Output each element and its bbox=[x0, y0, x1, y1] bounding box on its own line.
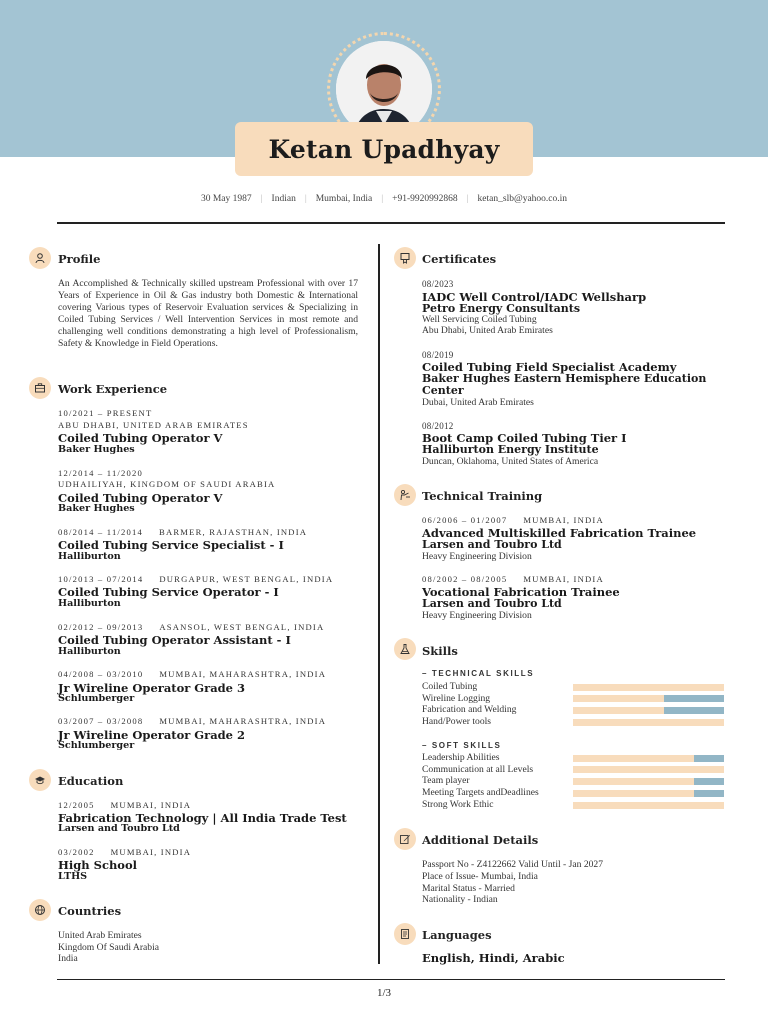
work-location: ABU DHABI, UNITED ARAB EMIRATES bbox=[58, 420, 249, 430]
work-meta-row bbox=[58, 527, 307, 537]
divider-bottom bbox=[57, 979, 725, 980]
edu-meta-row bbox=[58, 847, 191, 857]
additional-title: Additional Details bbox=[422, 833, 539, 847]
training-division: Heavy Engineering Division bbox=[422, 610, 532, 621]
work-dates: 03/2007 – 03/2008 bbox=[58, 716, 144, 726]
skill-bar bbox=[573, 684, 724, 691]
work-role: Coiled Tubing Service Specialist - I bbox=[58, 538, 284, 552]
work-role: Coiled Tubing Service Operator - I bbox=[58, 585, 279, 599]
skill-label: Team player bbox=[422, 775, 470, 786]
email[interactable]: ketan_slb@yahoo.co.in bbox=[477, 194, 568, 204]
training-meta-row bbox=[422, 515, 604, 525]
languages-title: Languages bbox=[422, 928, 492, 942]
birth-date: 30 May 1987 bbox=[200, 194, 252, 204]
work-company: Schlumberger bbox=[58, 740, 135, 751]
divider-top bbox=[57, 222, 725, 224]
training-title: Technical Training bbox=[422, 489, 543, 503]
work-location: UDHAILIYAH, KINGDOM OF SAUDI ARABIA bbox=[58, 479, 276, 489]
technical-skills-heading: – TECHNICAL SKILLS bbox=[422, 669, 535, 678]
work-meta-row bbox=[58, 622, 324, 632]
work-company: Halliburton bbox=[58, 551, 121, 562]
additional-line: Marital Status - Married bbox=[422, 883, 515, 894]
work-company: Schlumberger bbox=[58, 693, 135, 704]
phone[interactable]: +91-9920992868 bbox=[392, 194, 458, 204]
work-role: Jr Wireline Operator Grade 2 bbox=[58, 728, 246, 742]
cert-name: Coiled Tubing Field Specialist Academy bbox=[422, 360, 677, 374]
profile-title: Profile bbox=[58, 252, 101, 266]
country-item: Kingdom Of Saudi Arabia bbox=[58, 942, 159, 953]
cert-sub: Well Servicing Coiled Tubing bbox=[422, 314, 537, 325]
work-title: Work Experience bbox=[58, 382, 168, 396]
edu-degree: Fabrication Technology | All India Trade Test bbox=[58, 811, 347, 825]
cert-date: 08/2023 bbox=[422, 279, 454, 289]
skill-label: Meeting Targets andDeadlines bbox=[422, 787, 539, 798]
column-divider bbox=[378, 244, 380, 964]
cert-name: IADC Well Control/IADC Wellsharp bbox=[422, 290, 647, 304]
cert-date: 08/2019 bbox=[422, 350, 454, 360]
languages-text: English, Hindi, Arabic bbox=[422, 951, 565, 965]
training-name: Advanced Multiskilled Fabrication Trainee bbox=[422, 526, 697, 540]
skill-bar bbox=[573, 790, 724, 797]
country-item: India bbox=[58, 953, 78, 964]
training-org: Larsen and Toubro Ltd bbox=[422, 597, 562, 610]
skill-bar bbox=[573, 766, 724, 773]
countries-title: Countries bbox=[58, 904, 122, 918]
skill-bar-remainder bbox=[664, 695, 724, 702]
training-dates: 06/2006 – 01/2007 bbox=[422, 515, 508, 525]
training-location: MUMBAI, INDIA bbox=[523, 515, 604, 525]
work-dates: 04/2008 – 03/2010 bbox=[58, 669, 144, 679]
edu-school: LTHS bbox=[58, 871, 88, 882]
training-location: MUMBAI, INDIA bbox=[523, 574, 604, 584]
skill-bar-remainder bbox=[664, 707, 724, 714]
skill-label: Wireline Logging bbox=[422, 693, 491, 704]
graduation-cap-icon bbox=[29, 769, 51, 791]
skills-title: Skills bbox=[422, 644, 458, 658]
skill-label: Leadership Abilities bbox=[422, 752, 500, 763]
cert-org: Petro Energy Consultants bbox=[422, 302, 581, 315]
education-title: Education bbox=[58, 774, 124, 788]
training-meta-row bbox=[422, 574, 604, 584]
person-icon bbox=[29, 247, 51, 269]
country-item: United Arab Emirates bbox=[58, 930, 142, 941]
work-dates: 12/2014 – 11/2020 bbox=[58, 468, 144, 478]
training-dates: 08/2002 – 08/2005 bbox=[422, 574, 508, 584]
work-role: Coiled Tubing Operator Assistant - I bbox=[58, 633, 291, 647]
work-location: BARMER, RAJASTHAN, INDIA bbox=[159, 527, 308, 537]
skill-label: Hand/Power tools bbox=[422, 716, 492, 727]
work-dates: 10/2013 – 07/2014 bbox=[58, 574, 144, 584]
work-location: ASANSOL, WEST BENGAL, INDIA bbox=[159, 622, 325, 632]
skill-label: Fabrication and Welding bbox=[422, 704, 517, 715]
globe-icon bbox=[29, 899, 51, 921]
work-dates: 02/2012 – 09/2013 bbox=[58, 622, 144, 632]
skill-bar bbox=[573, 695, 724, 702]
name-box bbox=[235, 122, 533, 176]
skill-label: Coiled Tubing bbox=[422, 681, 478, 692]
contact-line: 30 May 1987 | Indian | Mumbai, India | +91-9920992868 | ketan_slb@yahoo.co.in bbox=[200, 194, 568, 204]
work-role: Jr Wireline Operator Grade 3 bbox=[58, 681, 246, 695]
training-name: Vocational Fabrication Trainee bbox=[422, 585, 620, 599]
cert-date: 08/2012 bbox=[422, 421, 454, 431]
work-location: MUMBAI, MAHARASHTRA, INDIA bbox=[159, 716, 327, 726]
certificates-title: Certificates bbox=[422, 252, 497, 266]
candidate-name: Ketan Upadhyay bbox=[268, 134, 500, 164]
cert-org: Halliburton Energy Institute bbox=[422, 443, 599, 456]
training-division: Heavy Engineering Division bbox=[422, 551, 532, 562]
additional-line: Passport No - Z4122662 Valid Until - Jan 2027 bbox=[422, 859, 604, 870]
work-dates: 08/2014 – 11/2014 bbox=[58, 527, 144, 537]
work-role: Coiled Tubing Operator V bbox=[58, 431, 223, 445]
work-location: MUMBAI, MAHARASHTRA, INDIA bbox=[159, 669, 327, 679]
cert-place: Duncan, Oklahoma, United States of America bbox=[422, 456, 599, 467]
edu-degree: High School bbox=[58, 858, 138, 872]
work-dates: 10/2021 – PRESENT bbox=[58, 408, 153, 418]
work-company: Baker Hughes bbox=[58, 444, 135, 455]
briefcase-icon bbox=[29, 377, 51, 399]
flask-icon bbox=[394, 638, 416, 660]
skill-bar bbox=[573, 755, 724, 762]
skill-bar-remainder bbox=[694, 778, 724, 785]
training-org: Larsen and Toubro Ltd bbox=[422, 538, 562, 551]
skill-bar bbox=[573, 778, 724, 785]
additional-line: Nationality - Indian bbox=[422, 894, 498, 905]
cert-place: Dubai, United Arab Emirates bbox=[422, 397, 534, 408]
edu-meta-row bbox=[58, 800, 191, 810]
nationality: Indian bbox=[271, 194, 296, 204]
location: Mumbai, India bbox=[315, 194, 373, 204]
work-company: Baker Hughes bbox=[58, 503, 135, 514]
skill-label: Communication at all Levels bbox=[422, 764, 534, 775]
additional-line: Place of Issue- Mumbai, India bbox=[422, 871, 538, 882]
work-meta-row bbox=[58, 716, 326, 726]
work-company: Halliburton bbox=[58, 646, 121, 657]
edu-dates: 12/2005 bbox=[58, 800, 95, 810]
work-role: Coiled Tubing Operator V bbox=[58, 491, 223, 505]
edu-school: Larsen and Toubro Ltd bbox=[58, 823, 180, 834]
cert-name: Boot Camp Coiled Tubing Tier I bbox=[422, 431, 627, 445]
trainer-icon bbox=[394, 484, 416, 506]
edu-location: MUMBAI, INDIA bbox=[110, 800, 192, 810]
soft-skills-heading: – SOFT SKILLS bbox=[422, 741, 502, 750]
edu-location: MUMBAI, INDIA bbox=[110, 847, 192, 857]
edit-icon bbox=[394, 828, 416, 850]
skill-label: Strong Work Ethic bbox=[422, 799, 494, 810]
skill-bar bbox=[573, 719, 724, 726]
profile-text: An Accomplished & Technically skilled upstream Professional with over 17 Years of Experience in Oil & Gas industry both Domestic & International covering Various types of Reservoir Evaluation services & Specializing in Coiled Tubing Services / Well Intervention Services in most remote and challenging well conditions demonstrating a high level of Professionalism, Safety & Knowledge in Field Operations. bbox=[58, 278, 358, 349]
skill-bar-remainder bbox=[694, 790, 724, 797]
cert-org-cont: Center bbox=[422, 384, 464, 397]
work-company: Halliburton bbox=[58, 598, 121, 609]
work-meta-row bbox=[58, 574, 333, 584]
cert-place: Abu Dhabi, United Arab Emirates bbox=[422, 325, 553, 336]
skill-bar-remainder bbox=[694, 755, 724, 762]
document-icon bbox=[394, 923, 416, 945]
certificate-icon bbox=[394, 247, 416, 269]
skill-bar bbox=[573, 707, 724, 714]
skill-bar bbox=[573, 802, 724, 809]
page-number: 1/3 bbox=[376, 987, 392, 999]
work-location: DURGAPUR, WEST BENGAL, INDIA bbox=[159, 574, 334, 584]
edu-dates: 03/2002 bbox=[58, 847, 95, 857]
work-meta-row bbox=[58, 669, 326, 679]
cert-org: Baker Hughes Eastern Hemisphere Education bbox=[422, 372, 707, 385]
